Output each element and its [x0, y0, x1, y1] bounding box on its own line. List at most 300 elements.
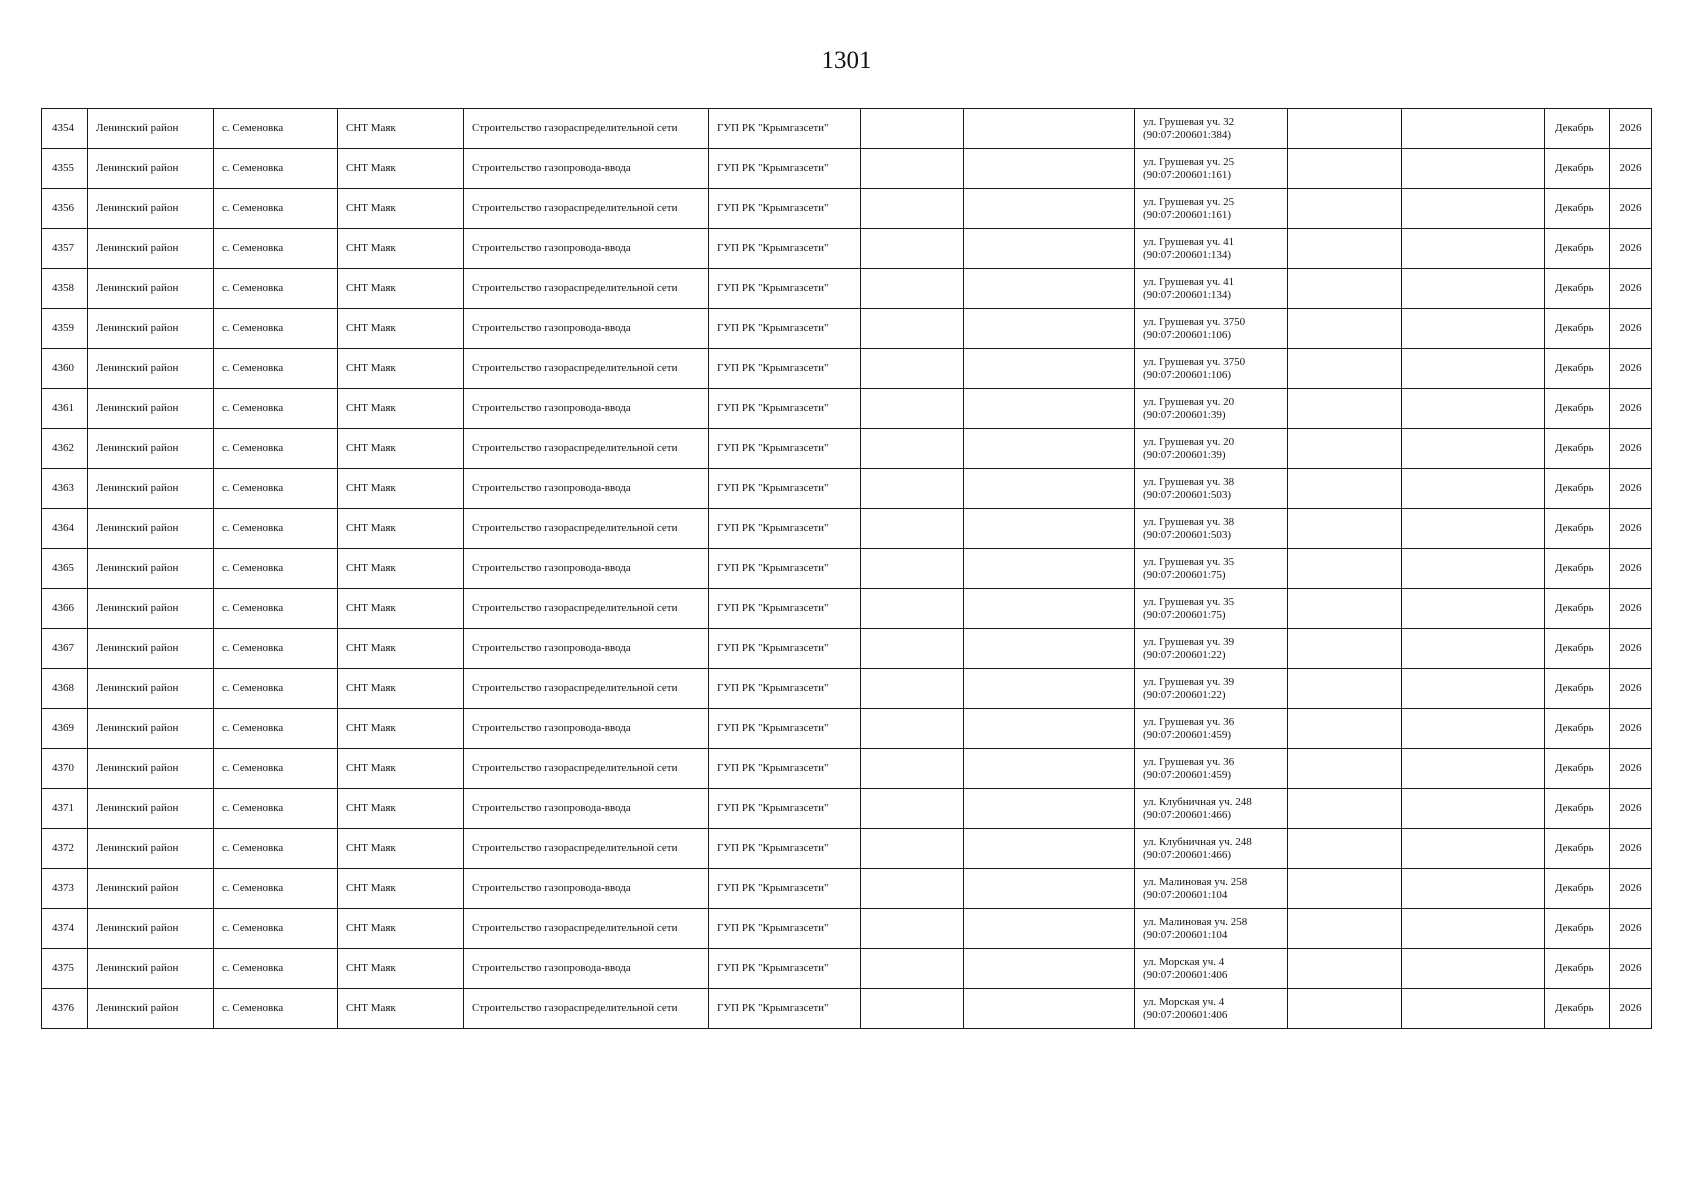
organization-cell: ГУП РК "Крымгазсети"	[709, 229, 861, 269]
year-cell: 2026	[1610, 589, 1652, 629]
organization-cell: ГУП РК "Крымгазсети"	[709, 349, 861, 389]
district-cell: Ленинский район	[88, 549, 214, 589]
settlement-cell: с. Семеновка	[214, 109, 338, 149]
table-row	[42, 389, 1652, 429]
empty-cell	[964, 749, 1135, 789]
empty-cell	[964, 189, 1135, 229]
organization-cell: ГУП РК "Крымгазсети"	[709, 789, 861, 829]
table-row	[42, 349, 1652, 389]
row-number-cell: 4368	[42, 669, 88, 709]
work-type-cell: Строительство газораспределительной сети	[464, 829, 709, 869]
empty-cell	[964, 949, 1135, 989]
organization-cell: ГУП РК "Крымгазсети"	[709, 389, 861, 429]
empty-cell	[1288, 389, 1402, 429]
empty-cell	[861, 549, 964, 589]
empty-cell	[861, 269, 964, 309]
row-number-cell: 4361	[42, 389, 88, 429]
table-row	[42, 829, 1652, 869]
empty-cell	[861, 709, 964, 749]
address-cell: ул. Грушевая уч. 20 (90:07:200601:39)	[1135, 389, 1288, 429]
settlement-cell: с. Семеновка	[214, 349, 338, 389]
work-type-cell: Строительство газораспределительной сети	[464, 429, 709, 469]
snt-cell: СНТ Маяк	[338, 669, 464, 709]
work-type-cell: Строительство газораспределительной сети	[464, 349, 709, 389]
empty-cell	[861, 629, 964, 669]
month-cell: Декабрь	[1545, 229, 1610, 269]
settlement-cell: с. Семеновка	[214, 149, 338, 189]
year-cell: 2026	[1610, 549, 1652, 589]
empty-cell	[861, 469, 964, 509]
settlement-cell: с. Семеновка	[214, 629, 338, 669]
month-cell: Декабрь	[1545, 269, 1610, 309]
month-cell: Декабрь	[1545, 189, 1610, 229]
organization-cell: ГУП РК "Крымгазсети"	[709, 309, 861, 349]
empty-cell	[1288, 149, 1402, 189]
row-number-cell: 4369	[42, 709, 88, 749]
table-row	[42, 749, 1652, 789]
table-row	[42, 429, 1652, 469]
table-row	[42, 709, 1652, 749]
work-type-cell: Строительство газопровода-ввода	[464, 949, 709, 989]
snt-cell: СНТ Маяк	[338, 909, 464, 949]
empty-cell	[964, 509, 1135, 549]
settlement-cell: с. Семеновка	[214, 269, 338, 309]
empty-cell	[1402, 309, 1545, 349]
empty-cell	[964, 829, 1135, 869]
empty-cell	[1288, 549, 1402, 589]
empty-cell	[964, 789, 1135, 829]
snt-cell: СНТ Маяк	[338, 349, 464, 389]
empty-cell	[1288, 509, 1402, 549]
empty-cell	[1288, 629, 1402, 669]
address-cell: ул. Грушевая уч. 39 (90:07:200601:22)	[1135, 629, 1288, 669]
empty-cell	[964, 629, 1135, 669]
empty-cell	[861, 909, 964, 949]
snt-cell: СНТ Маяк	[338, 869, 464, 909]
month-cell: Декабрь	[1545, 349, 1610, 389]
snt-cell: СНТ Маяк	[338, 509, 464, 549]
district-cell: Ленинский район	[88, 509, 214, 549]
empty-cell	[964, 349, 1135, 389]
empty-cell	[964, 909, 1135, 949]
empty-cell	[1402, 389, 1545, 429]
empty-cell	[964, 589, 1135, 629]
month-cell: Декабрь	[1545, 949, 1610, 989]
empty-cell	[1402, 469, 1545, 509]
empty-cell	[1402, 549, 1545, 589]
empty-cell	[861, 749, 964, 789]
settlement-cell: с. Семеновка	[214, 909, 338, 949]
empty-cell	[861, 149, 964, 189]
settlement-cell: с. Семеновка	[214, 189, 338, 229]
empty-cell	[1402, 909, 1545, 949]
organization-cell: ГУП РК "Крымгазсети"	[709, 869, 861, 909]
month-cell: Декабрь	[1545, 709, 1610, 749]
work-type-cell: Строительство газораспределительной сети	[464, 749, 709, 789]
year-cell: 2026	[1610, 109, 1652, 149]
table-row	[42, 229, 1652, 269]
address-cell: ул. Клубничная уч. 248 (90:07:200601:466)	[1135, 789, 1288, 829]
empty-cell	[1402, 189, 1545, 229]
organization-cell: ГУП РК "Крымгазсети"	[709, 949, 861, 989]
empty-cell	[964, 709, 1135, 749]
empty-cell	[861, 669, 964, 709]
table-row	[42, 309, 1652, 349]
empty-cell	[1402, 269, 1545, 309]
address-cell: ул. Грушевая уч. 20 (90:07:200601:39)	[1135, 429, 1288, 469]
district-cell: Ленинский район	[88, 989, 214, 1029]
settlement-cell: с. Семеновка	[214, 869, 338, 909]
work-type-cell: Строительство газопровода-ввода	[464, 389, 709, 429]
work-type-cell: Строительство газопровода-ввода	[464, 309, 709, 349]
organization-cell: ГУП РК "Крымгазсети"	[709, 909, 861, 949]
address-cell: ул. Грушевая уч. 3750 (90:07:200601:106)	[1135, 309, 1288, 349]
empty-cell	[861, 509, 964, 549]
empty-cell	[861, 589, 964, 629]
year-cell: 2026	[1610, 349, 1652, 389]
snt-cell: СНТ Маяк	[338, 749, 464, 789]
month-cell: Декабрь	[1545, 109, 1610, 149]
row-number-cell: 4376	[42, 989, 88, 1029]
district-cell: Ленинский район	[88, 349, 214, 389]
row-number-cell: 4356	[42, 189, 88, 229]
address-cell: ул. Морская уч. 4 (90:07:200601:406	[1135, 989, 1288, 1029]
district-cell: Ленинский район	[88, 309, 214, 349]
row-number-cell: 4367	[42, 629, 88, 669]
settlement-cell: с. Семеновка	[214, 229, 338, 269]
empty-cell	[1288, 589, 1402, 629]
district-cell: Ленинский район	[88, 469, 214, 509]
organization-cell: ГУП РК "Крымгазсети"	[709, 629, 861, 669]
address-cell: ул. Малиновая уч. 258 (90:07:200601:104	[1135, 869, 1288, 909]
snt-cell: СНТ Маяк	[338, 389, 464, 429]
district-cell: Ленинский район	[88, 869, 214, 909]
row-number-cell: 4366	[42, 589, 88, 629]
snt-cell: СНТ Маяк	[338, 189, 464, 229]
year-cell: 2026	[1610, 909, 1652, 949]
table-row	[42, 149, 1652, 189]
address-cell: ул. Грушевая уч. 36 (90:07:200601:459)	[1135, 749, 1288, 789]
row-number-cell: 4355	[42, 149, 88, 189]
district-cell: Ленинский район	[88, 789, 214, 829]
empty-cell	[964, 669, 1135, 709]
settlement-cell: с. Семеновка	[214, 429, 338, 469]
year-cell: 2026	[1610, 469, 1652, 509]
empty-cell	[1402, 629, 1545, 669]
table-row	[42, 949, 1652, 989]
empty-cell	[964, 429, 1135, 469]
year-cell: 2026	[1610, 269, 1652, 309]
district-cell: Ленинский район	[88, 949, 214, 989]
row-number-cell: 4370	[42, 749, 88, 789]
table-row	[42, 669, 1652, 709]
district-cell: Ленинский район	[88, 429, 214, 469]
snt-cell: СНТ Маяк	[338, 589, 464, 629]
work-type-cell: Строительство газопровода-ввода	[464, 149, 709, 189]
year-cell: 2026	[1610, 949, 1652, 989]
table-row	[42, 469, 1652, 509]
empty-cell	[861, 389, 964, 429]
organization-cell: ГУП РК "Крымгазсети"	[709, 149, 861, 189]
year-cell: 2026	[1610, 829, 1652, 869]
empty-cell	[861, 309, 964, 349]
settlement-cell: с. Семеновка	[214, 549, 338, 589]
row-number-cell: 4360	[42, 349, 88, 389]
organization-cell: ГУП РК "Крымгазсети"	[709, 709, 861, 749]
empty-cell	[964, 269, 1135, 309]
empty-cell	[1402, 749, 1545, 789]
address-cell: ул. Малиновая уч. 258 (90:07:200601:104	[1135, 909, 1288, 949]
address-cell: ул. Грушевая уч. 35 (90:07:200601:75)	[1135, 589, 1288, 629]
snt-cell: СНТ Маяк	[338, 949, 464, 989]
snt-cell: СНТ Маяк	[338, 109, 464, 149]
settlement-cell: с. Семеновка	[214, 709, 338, 749]
address-cell: ул. Морская уч. 4 (90:07:200601:406	[1135, 949, 1288, 989]
row-number-cell: 4374	[42, 909, 88, 949]
month-cell: Декабрь	[1545, 309, 1610, 349]
empty-cell	[1288, 189, 1402, 229]
month-cell: Декабрь	[1545, 869, 1610, 909]
empty-cell	[1288, 749, 1402, 789]
year-cell: 2026	[1610, 709, 1652, 749]
settlement-cell: с. Семеновка	[214, 509, 338, 549]
empty-cell	[861, 429, 964, 469]
empty-cell	[1288, 789, 1402, 829]
empty-cell	[1288, 989, 1402, 1029]
work-type-cell: Строительство газопровода-ввода	[464, 709, 709, 749]
month-cell: Декабрь	[1545, 669, 1610, 709]
snt-cell: СНТ Маяк	[338, 149, 464, 189]
work-type-cell: Строительство газораспределительной сети	[464, 589, 709, 629]
address-cell: ул. Грушевая уч. 25 (90:07:200601:161)	[1135, 149, 1288, 189]
settlement-cell: с. Семеновка	[214, 989, 338, 1029]
settlement-cell: с. Семеновка	[214, 669, 338, 709]
work-type-cell: Строительство газораспределительной сети	[464, 269, 709, 309]
year-cell: 2026	[1610, 309, 1652, 349]
year-cell: 2026	[1610, 629, 1652, 669]
row-number-cell: 4372	[42, 829, 88, 869]
empty-cell	[964, 309, 1135, 349]
empty-cell	[1402, 429, 1545, 469]
table-row	[42, 789, 1652, 829]
empty-cell	[1402, 989, 1545, 1029]
table-row	[42, 189, 1652, 229]
year-cell: 2026	[1610, 869, 1652, 909]
empty-cell	[1288, 429, 1402, 469]
settlement-cell: с. Семеновка	[214, 749, 338, 789]
empty-cell	[1402, 109, 1545, 149]
table-row	[42, 869, 1652, 909]
table-row	[42, 109, 1652, 149]
month-cell: Декабрь	[1545, 509, 1610, 549]
address-cell: ул. Грушевая уч. 41 (90:07:200601:134)	[1135, 229, 1288, 269]
row-number-cell: 4362	[42, 429, 88, 469]
month-cell: Декабрь	[1545, 629, 1610, 669]
year-cell: 2026	[1610, 749, 1652, 789]
address-cell: ул. Грушевая уч. 3750 (90:07:200601:106)	[1135, 349, 1288, 389]
snt-cell: СНТ Маяк	[338, 829, 464, 869]
row-number-cell: 4363	[42, 469, 88, 509]
row-number-cell: 4354	[42, 109, 88, 149]
snt-cell: СНТ Маяк	[338, 989, 464, 1029]
empty-cell	[1288, 349, 1402, 389]
table-row	[42, 989, 1652, 1029]
year-cell: 2026	[1610, 189, 1652, 229]
empty-cell	[1402, 869, 1545, 909]
table-row	[42, 589, 1652, 629]
month-cell: Декабрь	[1545, 149, 1610, 189]
row-number-cell: 4358	[42, 269, 88, 309]
organization-cell: ГУП РК "Крымгазсети"	[709, 549, 861, 589]
empty-cell	[861, 829, 964, 869]
year-cell: 2026	[1610, 989, 1652, 1029]
empty-cell	[1288, 909, 1402, 949]
empty-cell	[964, 149, 1135, 189]
month-cell: Декабрь	[1545, 589, 1610, 629]
organization-cell: ГУП РК "Крымгазсети"	[709, 829, 861, 869]
settlement-cell: с. Семеновка	[214, 949, 338, 989]
work-type-cell: Строительство газопровода-ввода	[464, 229, 709, 269]
empty-cell	[1402, 829, 1545, 869]
empty-cell	[964, 549, 1135, 589]
work-type-cell: Строительство газораспределительной сети	[464, 189, 709, 229]
empty-cell	[1402, 149, 1545, 189]
address-cell: ул. Грушевая уч. 38 (90:07:200601:503)	[1135, 509, 1288, 549]
settlement-cell: с. Семеновка	[214, 589, 338, 629]
empty-cell	[1402, 709, 1545, 749]
snt-cell: СНТ Маяк	[338, 789, 464, 829]
empty-cell	[1402, 229, 1545, 269]
row-number-cell: 4375	[42, 949, 88, 989]
snt-cell: СНТ Маяк	[338, 269, 464, 309]
district-cell: Ленинский район	[88, 709, 214, 749]
address-cell: ул. Грушевая уч. 25 (90:07:200601:161)	[1135, 189, 1288, 229]
empty-cell	[1288, 669, 1402, 709]
empty-cell	[861, 789, 964, 829]
page-number: 1301	[821, 47, 872, 74]
district-cell: Ленинский район	[88, 909, 214, 949]
address-cell: ул. Грушевая уч. 32 (90:07:200601:384)	[1135, 109, 1288, 149]
empty-cell	[964, 389, 1135, 429]
settlement-cell: с. Семеновка	[214, 829, 338, 869]
year-cell: 2026	[1610, 229, 1652, 269]
address-cell: ул. Грушевая уч. 41 (90:07:200601:134)	[1135, 269, 1288, 309]
empty-cell	[964, 469, 1135, 509]
month-cell: Декабрь	[1545, 909, 1610, 949]
district-cell: Ленинский район	[88, 269, 214, 309]
empty-cell	[1288, 829, 1402, 869]
snt-cell: СНТ Маяк	[338, 229, 464, 269]
empty-cell	[1402, 509, 1545, 549]
empty-cell	[1402, 349, 1545, 389]
organization-cell: ГУП РК "Крымгазсети"	[709, 509, 861, 549]
row-number-cell: 4365	[42, 549, 88, 589]
district-cell: Ленинский район	[88, 109, 214, 149]
address-cell: ул. Грушевая уч. 39 (90:07:200601:22)	[1135, 669, 1288, 709]
district-cell: Ленинский район	[88, 629, 214, 669]
empty-cell	[861, 349, 964, 389]
district-cell: Ленинский район	[88, 149, 214, 189]
snt-cell: СНТ Маяк	[338, 429, 464, 469]
empty-cell	[1288, 109, 1402, 149]
snt-cell: СНТ Маяк	[338, 309, 464, 349]
table-row	[42, 549, 1652, 589]
empty-cell	[1402, 669, 1545, 709]
district-cell: Ленинский район	[88, 749, 214, 789]
address-cell: ул. Грушевая уч. 38 (90:07:200601:503)	[1135, 469, 1288, 509]
month-cell: Декабрь	[1545, 389, 1610, 429]
organization-cell: ГУП РК "Крымгазсети"	[709, 429, 861, 469]
year-cell: 2026	[1610, 389, 1652, 429]
work-type-cell: Строительство газораспределительной сети	[464, 669, 709, 709]
month-cell: Декабрь	[1545, 989, 1610, 1029]
snt-cell: СНТ Маяк	[338, 709, 464, 749]
district-cell: Ленинский район	[88, 589, 214, 629]
month-cell: Декабрь	[1545, 429, 1610, 469]
year-cell: 2026	[1610, 429, 1652, 469]
empty-cell	[1402, 589, 1545, 629]
year-cell: 2026	[1610, 509, 1652, 549]
row-number-cell: 4364	[42, 509, 88, 549]
month-cell: Декабрь	[1545, 789, 1610, 829]
snt-cell: СНТ Маяк	[338, 549, 464, 589]
snt-cell: СНТ Маяк	[338, 469, 464, 509]
district-cell: Ленинский район	[88, 669, 214, 709]
work-type-cell: Строительство газопровода-ввода	[464, 469, 709, 509]
district-cell: Ленинский район	[88, 229, 214, 269]
organization-cell: ГУП РК "Крымгазсети"	[709, 669, 861, 709]
table-row	[42, 269, 1652, 309]
organization-cell: ГУП РК "Крымгазсети"	[709, 589, 861, 629]
row-number-cell: 4371	[42, 789, 88, 829]
month-cell: Декабрь	[1545, 549, 1610, 589]
year-cell: 2026	[1610, 149, 1652, 189]
work-type-cell: Строительство газораспределительной сети	[464, 989, 709, 1029]
empty-cell	[861, 949, 964, 989]
organization-cell: ГУП РК "Крымгазсети"	[709, 989, 861, 1029]
table-row	[42, 629, 1652, 669]
empty-cell	[1288, 869, 1402, 909]
work-type-cell: Строительство газопровода-ввода	[464, 629, 709, 669]
register-body	[42, 109, 1652, 1029]
empty-cell	[861, 229, 964, 269]
year-cell: 2026	[1610, 789, 1652, 829]
table-row	[42, 909, 1652, 949]
settlement-cell: с. Семеновка	[214, 309, 338, 349]
empty-cell	[1288, 469, 1402, 509]
empty-cell	[964, 109, 1135, 149]
district-cell: Ленинский район	[88, 389, 214, 429]
empty-cell	[1402, 789, 1545, 829]
month-cell: Декабрь	[1545, 469, 1610, 509]
work-type-cell: Строительство газопровода-ввода	[464, 789, 709, 829]
empty-cell	[861, 989, 964, 1029]
month-cell: Декабрь	[1545, 749, 1610, 789]
register-table	[41, 108, 1652, 1029]
row-number-cell: 4359	[42, 309, 88, 349]
work-type-cell: Строительство газораспределительной сети	[464, 509, 709, 549]
address-cell: ул. Грушевая уч. 36 (90:07:200601:459)	[1135, 709, 1288, 749]
empty-cell	[1288, 949, 1402, 989]
work-type-cell: Строительство газораспределительной сети	[464, 109, 709, 149]
table-row	[42, 509, 1652, 549]
organization-cell: ГУП РК "Крымгазсети"	[709, 469, 861, 509]
organization-cell: ГУП РК "Крымгазсети"	[709, 109, 861, 149]
address-cell: ул. Клубничная уч. 248 (90:07:200601:466)	[1135, 829, 1288, 869]
empty-cell	[1288, 229, 1402, 269]
year-cell: 2026	[1610, 669, 1652, 709]
empty-cell	[1288, 309, 1402, 349]
